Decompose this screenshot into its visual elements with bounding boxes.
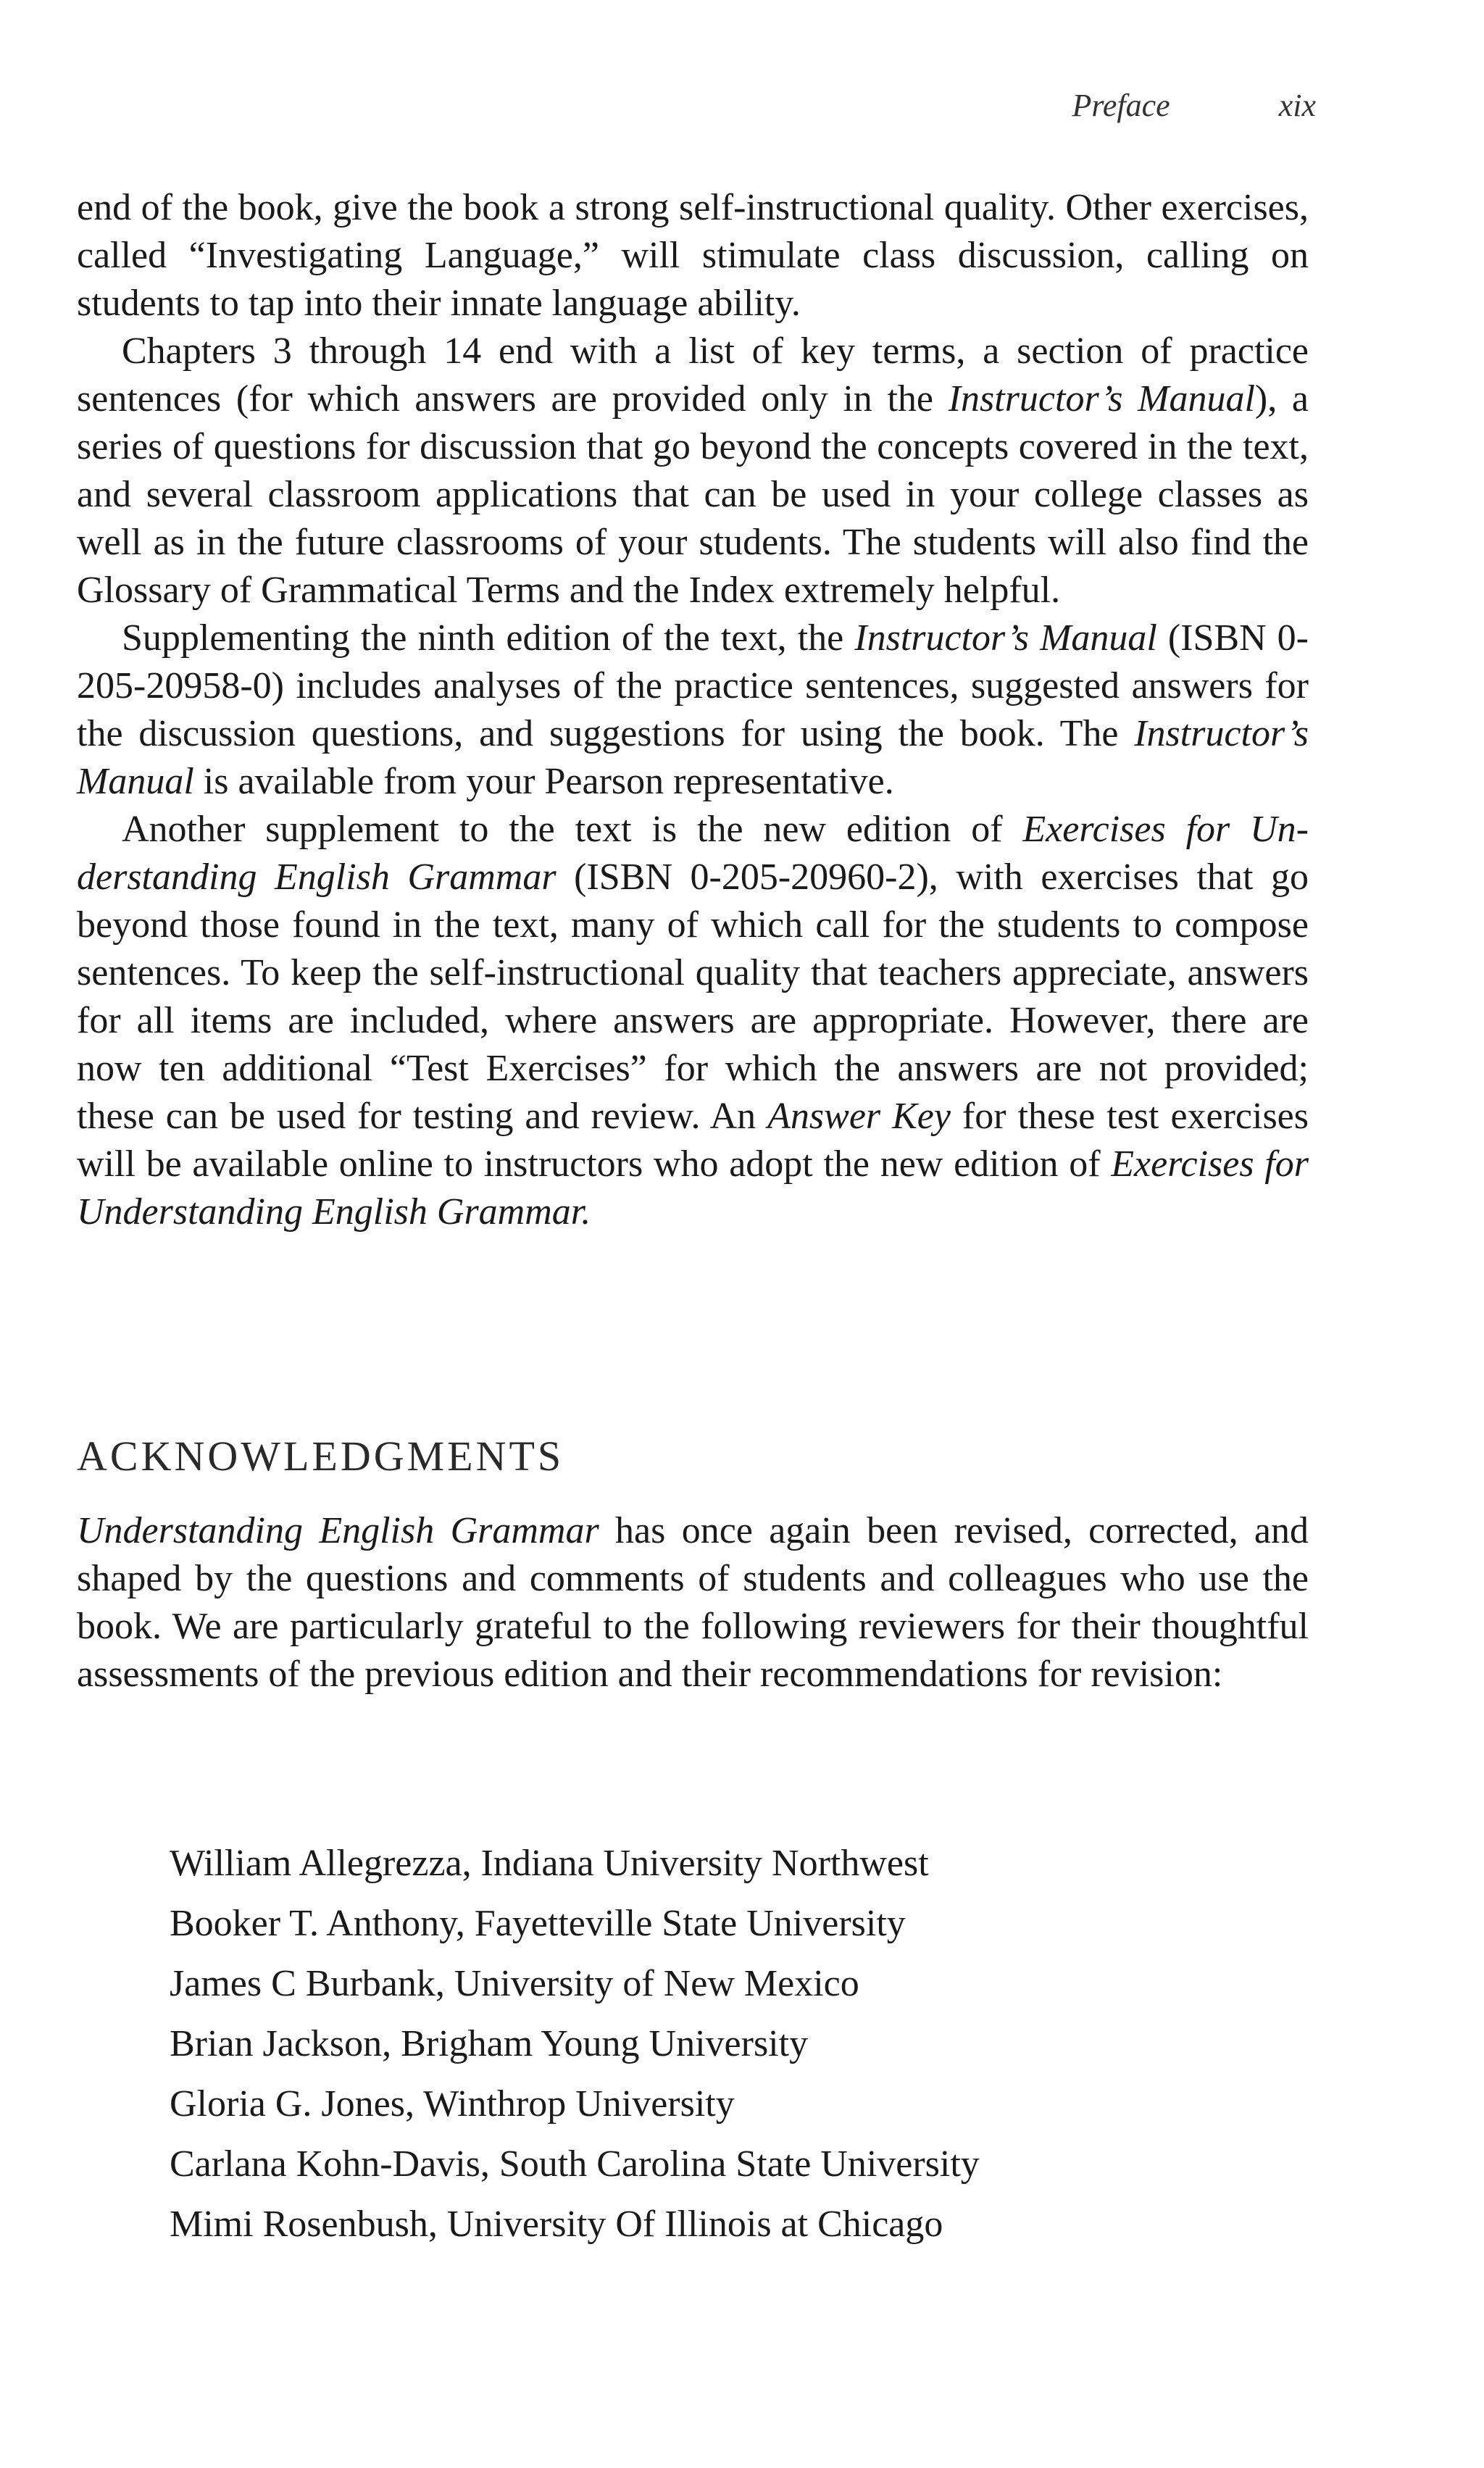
running-head-section: Preface — [1072, 88, 1170, 123]
paragraph: end of the book, give the book a strong self-instructional quality. Other exercises, called “Investigating Language,” will stimulate class discussion, calling on students to tap into their innate language ability. — [77, 187, 1309, 324]
italic-title: Understanding English Grammar — [77, 1510, 599, 1551]
paragraph: Another supplement to the text is the new edition of Exercises for Understanding English Grammar (ISBN 0-205-20960-2), with exercises that go beyond those found in the text, many of which call for the students to compose sentences. To keep the self-instructional quality that teachers appreciate, answers for all items are included, where answers are appropriate. However, there are now ten additional “Test Exercises” for which the answers are not provided; these can be used for testing and review. An Answer Key for these test exercises will be available online to instructors who adopt the new edition of Exercises for Understanding English Grammar. — [77, 809, 1309, 1233]
italic-title: Answer Key — [767, 1096, 951, 1137]
section-heading: ACKNOWLEDGMENTS — [77, 1433, 564, 1480]
reviewer-list — [170, 1833, 980, 2254]
italic-title: Exercises for Understanding English Grammar. — [77, 1143, 1309, 1233]
reviewer-item: James C Burbank, University of New Mexico — [170, 1963, 859, 2004]
preface-body — [77, 184, 1309, 1236]
page-number: xix — [1278, 88, 1316, 123]
italic-title: Instructor’s Manual — [948, 378, 1255, 420]
italic-title: Instructor’s Manual — [77, 713, 1309, 802]
reviewer-item: William Allegrezza, Indiana University Northwest — [170, 1843, 929, 1884]
running-head — [1072, 87, 1316, 124]
italic-title: Instructor’s Manual — [854, 617, 1157, 659]
reviewer-item: Carlana Kohn-Davis, South Carolina State University — [170, 2143, 980, 2185]
reviewer-item: Gloria G. Jones, Winthrop University — [170, 2083, 735, 2125]
reviewer-item: Mimi Rosenbush, University Of Illinois at Chicago — [170, 2204, 943, 2245]
italic-title: Exercises for Understanding English Grammar — [77, 809, 1309, 898]
paragraph: Supplementing the ninth edition of the text, the Instructor’s Manual (ISBN 0-205-20958-0) includes analyses of the practice sentences, suggested answers for the discussion questions, and suggestions for using the book. The Instructor’s Manual is available from your Pearson representative. — [77, 617, 1309, 802]
acknowledgments-paragraph: Understanding English Grammar has once again been revised, corrected, and shaped by the questions and comments of students and colleagues who use the book. We are particularly grateful to the following reviewers for their thoughtful assessments of the previous edition and their recommendations for revision: — [77, 1510, 1309, 1695]
reviewer-item: Booker T. Anthony, Fayetteville State University — [170, 1903, 906, 1944]
reviewer-item: Brian Jackson, Brigham Young University — [170, 2023, 809, 2064]
paragraph: Chapters 3 through 14 end with a list of key terms, a section of practice sentences (for which answers are provided only in the Instructor’s Manual), a series of questions for discussion that go beyond the concepts covered in the text, and several classroom applications that can be used in your college classes as well as in the future classrooms of your students. The students will also find the Glossary of Grammatical Terms and the Index extremely helpful. — [77, 330, 1309, 611]
acknowledgments-body — [77, 1507, 1309, 1698]
